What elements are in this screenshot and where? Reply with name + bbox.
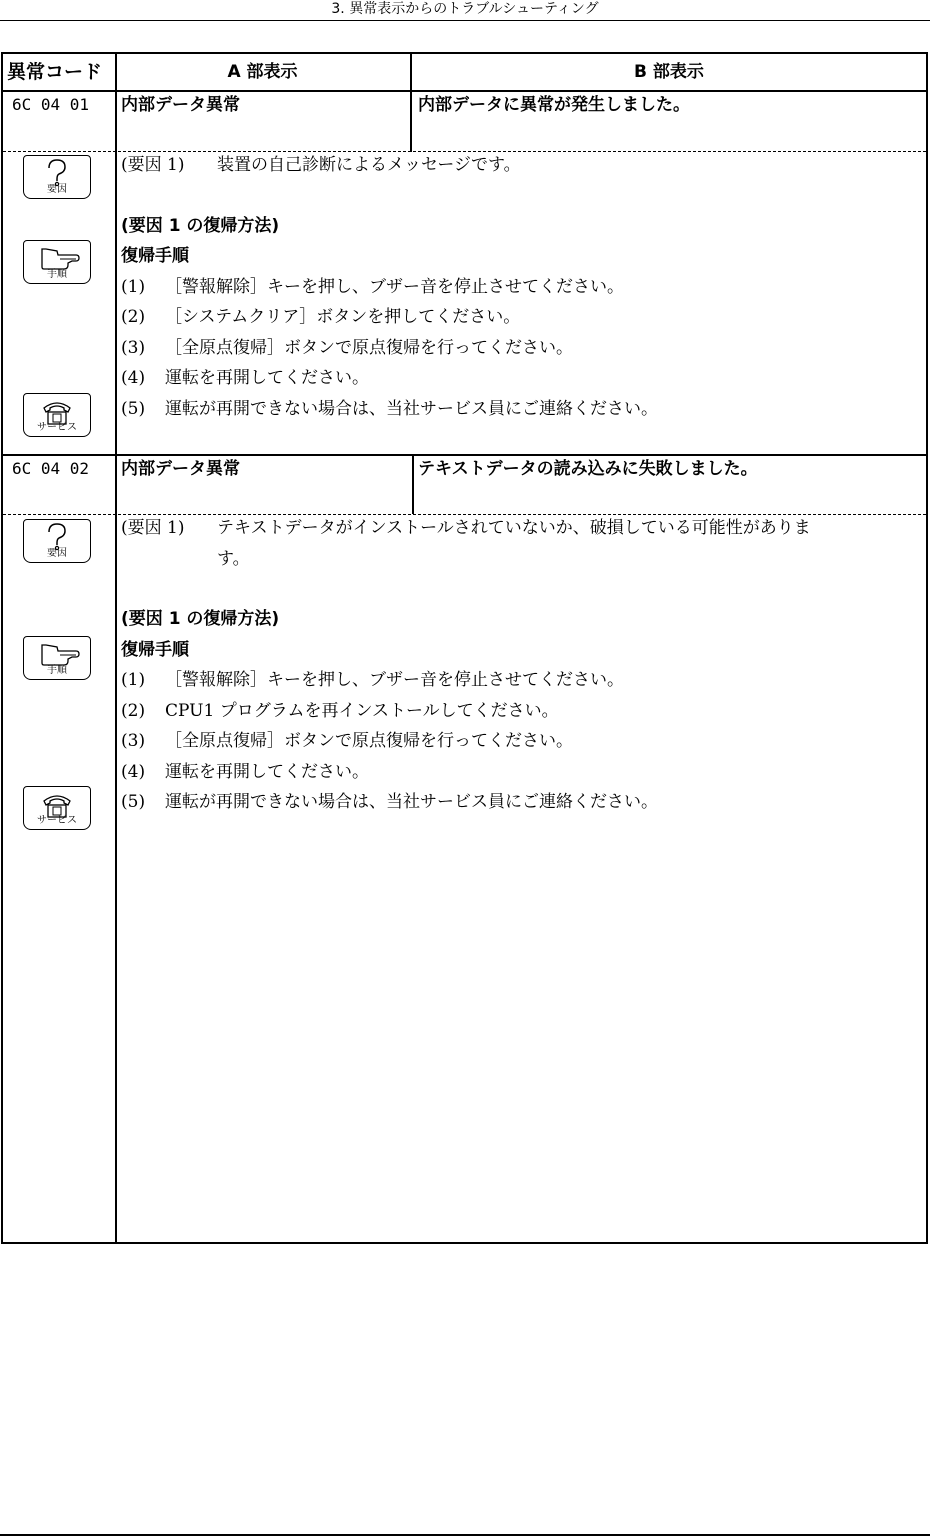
entry-2-a: 内部データ異常 [121, 459, 240, 479]
entry-2-step: (2) CPU1 プログラムを再インストールしてください。 [121, 700, 559, 721]
col-divider-2b [412, 456, 414, 514]
entry-1-steps-title: 復帰手順 [121, 246, 189, 266]
header-rule [3, 90, 926, 92]
header-b: B 部表示 [634, 62, 704, 82]
header-a: A 部表示 [227, 62, 298, 82]
entry-2-b: テキストデータの読み込みに失敗しました。 [418, 459, 758, 479]
service-icon: サービス [23, 786, 91, 830]
cause-icon: 要因 [23, 155, 91, 199]
header-code: 異常コード [7, 61, 103, 83]
entry-1-b: 内部データに異常が発生しました。 [418, 95, 690, 115]
error-table [1, 52, 928, 1244]
procedure-icon: 手順 [23, 240, 91, 284]
procedure-icon: 手順 [23, 636, 91, 680]
entry-2-step: (1) ［警報解除］キーを押し、ブザー音を停止させてください。 [121, 670, 624, 690]
entry-2-code: 6C 04 02 [12, 459, 90, 478]
entry-2-recovery-title: (要因 1 の復帰方法) [121, 609, 280, 629]
entry-2-steps-title: 復帰手順 [121, 639, 189, 660]
entry-2-step: (3) ［全原点復帰］ボタンで原点復帰を行ってください。 [121, 731, 573, 751]
entry-divider [3, 454, 926, 456]
col-divider-1 [115, 54, 117, 1244]
entry-2-cause-prefix: (要因 1) [121, 518, 185, 538]
entry-1-cause-prefix: (要因 1) [121, 155, 185, 175]
entry-1-recovery-title: (要因 1 の復帰方法) [121, 215, 280, 236]
entry-2-body [121, 513, 926, 818]
entry-1-step: (5) 運転が再開できない場合は、当社サービス員にご連絡ください。 [121, 398, 658, 419]
entry-2-step: (5) 運転が再開できない場合は、当社サービス員にご連絡ください。 [121, 792, 658, 812]
entry-2-cause-text: テキストデータがインストールされていないか、破損している可能性がありま [217, 518, 811, 538]
entry-1-step: (3) ［全原点復帰］ボタンで原点復帰を行ってください。 [121, 337, 573, 358]
entry-1-step: (2) ［システムクリア］ボタンを押してください。 [121, 307, 521, 327]
cause-icon: 要因 [23, 519, 91, 563]
page-header: 3. 異常表示からのトラブルシューティング [0, 0, 930, 21]
entry-1-body [121, 150, 921, 424]
entry-2-step: (4) 運転を再開してください。 [121, 761, 369, 782]
entry-1-step: (1) ［警報解除］キーを押し、ブザー音を停止させてください。 [121, 276, 624, 297]
entry-2-cause-text-cont: す。 [217, 548, 250, 569]
entry-1-cause-text: 装置の自己診断によるメッセージです。 [217, 155, 521, 175]
entry-1-step: (4) 運転を再開してください。 [121, 368, 369, 388]
entry-1-code: 6C 04 01 [12, 95, 90, 114]
service-icon: サービス [23, 393, 91, 437]
footer-rule [0, 1534, 930, 1536]
entry-1-a: 内部データ異常 [121, 95, 240, 115]
